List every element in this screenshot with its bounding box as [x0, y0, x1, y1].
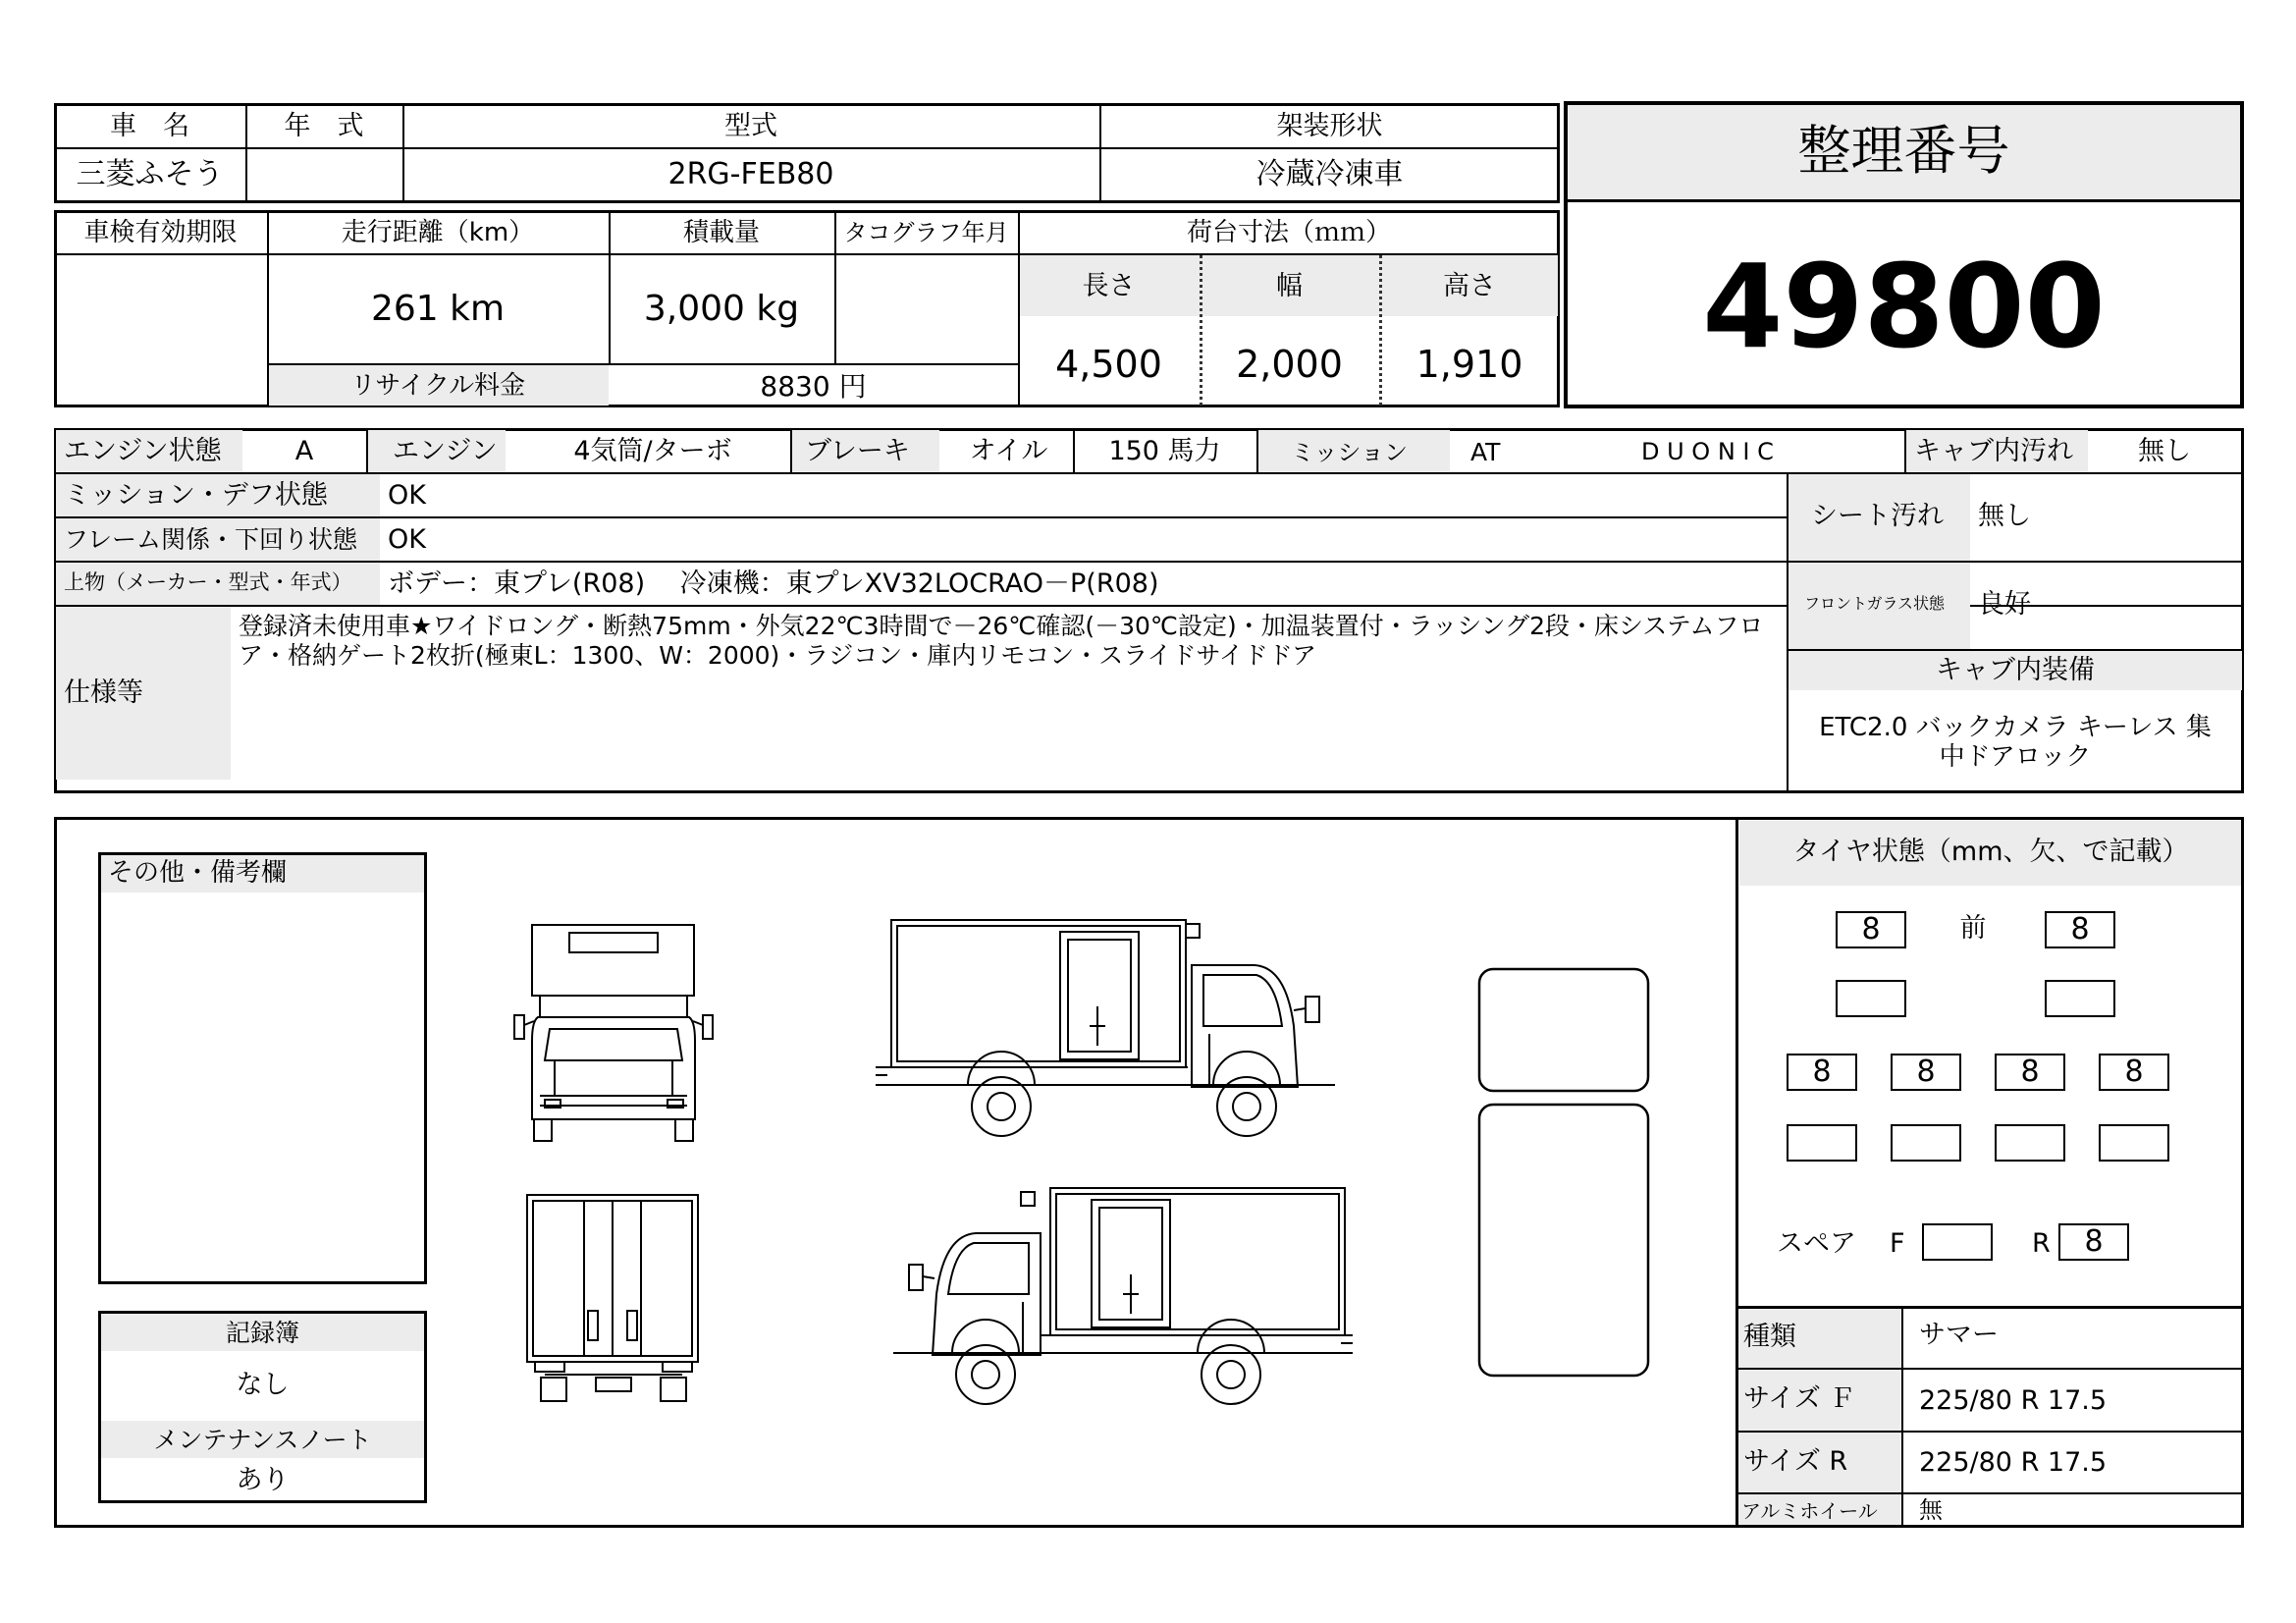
engine-label: エンジン: [393, 436, 498, 466]
tire-rear-empty: [1995, 1124, 2065, 1162]
transmission-name: D U O N I C: [1641, 438, 1774, 465]
bed-dimensions-label: 荷台寸法（ｍｍ）: [1186, 218, 1391, 247]
seat-dirt-value: 無し: [1978, 501, 2031, 531]
divider: [54, 147, 1560, 149]
brake-label: ブレーキ: [805, 436, 910, 466]
transmission-label: ミッション: [1291, 439, 1409, 466]
tire-kind-label: 種類: [1743, 1322, 1796, 1352]
model-type-label: 型式: [724, 111, 777, 141]
cab-dirt-value: 無し: [2138, 436, 2191, 466]
tire-rear-inner-right: 8: [1995, 1054, 2065, 1091]
width-label: 幅: [1276, 271, 1303, 301]
horsepower-value: 150 馬力: [1108, 436, 1221, 466]
tire-size-f-value: 225/80 R 17.5: [1919, 1385, 2108, 1416]
divider: [1901, 1306, 1903, 1528]
spare-label: スペア: [1777, 1228, 1856, 1259]
tire-rear-outer-left: 8: [1787, 1054, 1857, 1091]
tire-size-r-label: サイズ R: [1743, 1446, 1848, 1477]
spec-label: 仕様等: [64, 677, 143, 708]
transmission-value: AT: [1470, 438, 1501, 466]
tire-state-title: タイヤ状態（mm、欠、で記載）: [1792, 837, 2189, 867]
body-maker-value: ボデー：東プレ(R08) 冷凍機：東プレXV32LOCRAO－P(R08): [388, 568, 1159, 599]
tire-rear-empty: [1787, 1124, 1857, 1162]
length-value: 4,500: [1055, 343, 1162, 386]
recycle-fee-value: 8830 円: [760, 370, 867, 403]
year-label: 年 式: [284, 111, 364, 141]
alloy-wheel-label: アルミホイール: [1741, 1499, 1878, 1523]
tire-size-r-value: 225/80 R 17.5: [1919, 1447, 2108, 1478]
truck-right-side-diagram: [874, 1186, 1355, 1412]
car-name-label: 車 名: [110, 111, 189, 141]
body-maker-label: 上物（メーカー・型式・年式）: [64, 570, 352, 594]
mileage-label: 走行距離（km）: [341, 218, 535, 247]
body-type-label: 架装形状: [1276, 111, 1383, 141]
spec-line-2: ア・格納ゲート2枚折(極東L：1300、W：2000)・ラジコン・庫内リモコン・スライドサイドドア: [239, 641, 1317, 670]
tire-size-f-label: サイズ Ｆ: [1743, 1383, 1856, 1414]
brake-value: オイル: [969, 436, 1048, 466]
body-type-value: 冷蔵冷凍車: [1255, 157, 1404, 191]
tachograph-label: タコグラフ年月: [843, 219, 1009, 246]
frame-label: フレーム関係・下回り状態: [64, 525, 358, 554]
cab-equipment-label: キャブ内装備: [1936, 655, 2095, 685]
truck-front-view-diagram: [510, 923, 717, 1144]
cab-dirt-label: キャブ内汚れ: [1914, 436, 2073, 466]
maintenance-note-label: メンテナンスノート: [153, 1426, 372, 1454]
engine-state-value: A: [294, 436, 314, 466]
inspection-expiry-label: 車検有効期限: [83, 218, 238, 247]
truck-rear-view-diagram: [525, 1193, 702, 1404]
reference-number-label: 整理番号: [1797, 120, 2010, 182]
tire-rear-empty: [2099, 1124, 2169, 1162]
load-capacity-value: 3,000 kg: [643, 289, 800, 329]
windshield-value: 良好: [1978, 589, 2031, 620]
car-name-value: 三菱ふそう: [76, 157, 224, 191]
truck-left-side-diagram: [874, 918, 1355, 1144]
load-capacity-label: 積載量: [682, 218, 760, 247]
cab-equipment-line-1: ETC2.0 バックカメラ キーレス 集: [1819, 713, 2212, 742]
maintenance-note-value: あり: [236, 1465, 290, 1495]
tire-kind-value: サマー: [1919, 1320, 1999, 1350]
spec-line-1: 登録済未使用車★ワイドロング・断熱75mm・外気22℃3時間で－26℃確認(－30℃設定)・加温装置付・ラッシング2段・床システムフロ: [239, 612, 1764, 640]
seat-dirt-label: シート汚れ: [1811, 501, 1944, 531]
recycle-fee-label: リサイクル料金: [349, 371, 526, 401]
divider: [1564, 199, 2244, 202]
tire-rear-inner-left: 8: [1891, 1054, 1961, 1091]
frame-value: OK: [388, 524, 426, 555]
mileage-value: 261 km: [370, 289, 506, 329]
spare-f-value: [1922, 1223, 1993, 1261]
alloy-wheel-value: 無: [1919, 1496, 1943, 1524]
spare-r-label: R: [2032, 1228, 2051, 1259]
height-label: 高さ: [1443, 271, 1496, 301]
spare-r-value: 8: [2058, 1223, 2129, 1261]
mission-diff-label: ミッション・デフ状態: [64, 480, 328, 511]
tire-rear-outer-right: 8: [2099, 1054, 2169, 1091]
tire-front-left-empty: [1836, 980, 1906, 1017]
cab-equipment-line-2: 中ドアロック: [1939, 742, 2092, 772]
height-value: 1,910: [1415, 343, 1523, 386]
remarks-label: その他・備考欄: [108, 858, 288, 888]
record-book-label: 記録簿: [225, 1319, 299, 1347]
model-type-value: 2RG-FEB80: [667, 157, 834, 191]
tire-front-left: 8: [1836, 911, 1906, 948]
tire-front-right-empty: [2045, 980, 2115, 1017]
tire-front-right: 8: [2045, 911, 2115, 948]
remarks-box: [98, 852, 427, 1284]
mission-diff-value: OK: [388, 480, 426, 511]
length-label: 長さ: [1082, 271, 1136, 301]
windshield-label: フロントガラス状態: [1804, 594, 1946, 613]
truck-top-view-diagram: [1477, 967, 1652, 1380]
record-book-value: なし: [236, 1370, 290, 1400]
tire-rear-empty: [1891, 1124, 1961, 1162]
spare-f-label: F: [1890, 1228, 1905, 1259]
width-value: 2,000: [1236, 343, 1343, 386]
reference-number-value: 49800: [1702, 239, 2106, 374]
front-label: 前: [1959, 913, 1987, 944]
engine-value: 4気筒/ターボ: [573, 436, 732, 466]
engine-state-label: エンジン状態: [64, 436, 222, 466]
